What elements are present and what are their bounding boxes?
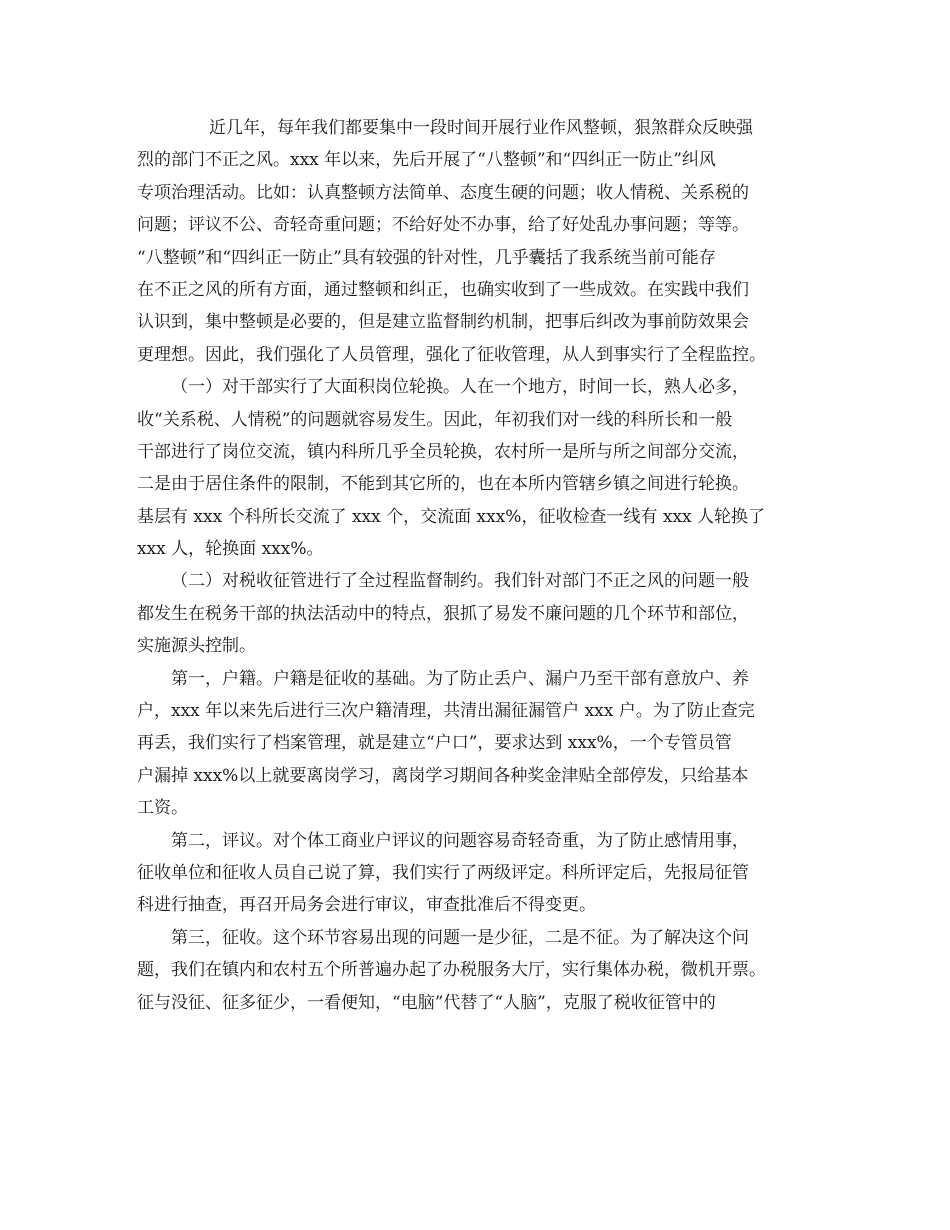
paragraph-rotation: [137, 371, 817, 565]
paragraph-household: [137, 663, 817, 825]
text-line: 专项治理活动。比如：认真整顿方法简单、态度生硬的问题；收人情税、关系税的: [137, 182, 749, 203]
text-line: 再丢，我们实行了档案管理，就是建立“户口”，要求达到 xxx%，一个专管员管: [137, 733, 732, 754]
text-line: 第二，评议。对个体工商业户评议的问题容易奇轻奇重，为了防止感情用事，: [171, 830, 749, 851]
text-line: 在不正之风的所有方面，通过整顿和纠正，也确实收到了一些成效。在实践中我们: [137, 279, 749, 300]
text-line: 问题；评议不公、奇轻奇重问题；不给好处不办事，给了好处乱办事问题；等等。: [137, 215, 749, 236]
text-line: xxx 人，轮换面 xxx%。: [137, 539, 324, 560]
text-line: “八整顿”和“四纠正一防止”具有较强的针对性，几乎囊括了我系统当前可能存: [137, 247, 716, 268]
text-line: 实施源头控制。: [137, 636, 256, 657]
text-line: 第一，户籍。户籍是征收的基础。为了防止丢户、漏户乃至干部有意放户、养: [171, 668, 749, 689]
text-line: 干部进行了岗位交流，镇内科所几乎全员轮换，农村所一是所与所之间部分交流，: [137, 441, 749, 462]
document-page: [137, 112, 817, 1019]
text-line: 题，我们在镇内和农村五个所普遍办起了办税服务大厅，实行集体办税，微机开票。: [137, 960, 766, 981]
text-line: （一）对干部实行了大面积岗位轮换。人在一个地方，时间一长，熟人必多，: [171, 377, 749, 398]
text-line: 征收单位和征收人员自己说了算，我们实行了两级评定。科所评定后，先报局征管: [137, 862, 749, 883]
text-line: 二是由于居住条件的限制，不能到其它所的，也在本所内管辖乡镇之间进行轮换。: [137, 474, 749, 495]
text-line: 基层有 xxx 个科所长交流了 xxx 个，交流面 xxx%，征收检查一线有 xxx 人轮换了: [137, 506, 766, 527]
text-line: 工资。: [137, 798, 188, 819]
text-line: 科进行抽查，再召开局务会进行审议，审查批准后不得变更。: [137, 895, 596, 916]
text-line: 收“关系税、人情税”的问题就容易发生。因此，年初我们对一线的科所长和一般: [137, 409, 733, 430]
text-line: （二）对税收征管进行了全过程监督制约。我们针对部门不正之风的问题一般: [171, 571, 749, 592]
paragraph-appraisal: [137, 825, 817, 922]
paragraph-collection: [137, 922, 817, 1019]
text-line: 认识到，集中整顿是必要的，但是建立监督制约机制，把事后纠改为事前防效果会: [137, 312, 749, 333]
text-line: 第三，征收。这个环节容易出现的问题一是少征，二是不征。为了解决这个问: [171, 927, 749, 948]
text-line: 近几年，每年我们都要集中一段时间开展行业作风整顿，狠煞群众反映强: [209, 118, 753, 138]
paragraph-supervision: [137, 565, 817, 662]
text-line: 更理想。因此，我们强化了人员管理，强化了征收管理，从人到事实行了全程监控。: [137, 344, 766, 365]
text-line: 烈的部门不正之风。xxx 年以来，先后开展了“八整顿”和“四纠正一防止”纠风: [137, 150, 716, 171]
text-line: 户漏掉 xxx%以上就要离岗学习，离岗学习期间各种奖金津贴全部停发，只给基本: [137, 765, 749, 786]
text-line: 都发生在税务干部的执法活动中的特点，狠抓了易发不廉问题的几个环节和部位，: [137, 603, 749, 624]
paragraph-intro: [137, 112, 817, 371]
text-line: 征与没征、征多征少，一看便知，“电脑”代替了“人脑”，克服了税收征管中的: [137, 992, 716, 1013]
text-line: 户，xxx 年以来先后进行三次户籍清理，共清出漏征漏管户 xxx 户。为了防止查完: [137, 701, 755, 722]
